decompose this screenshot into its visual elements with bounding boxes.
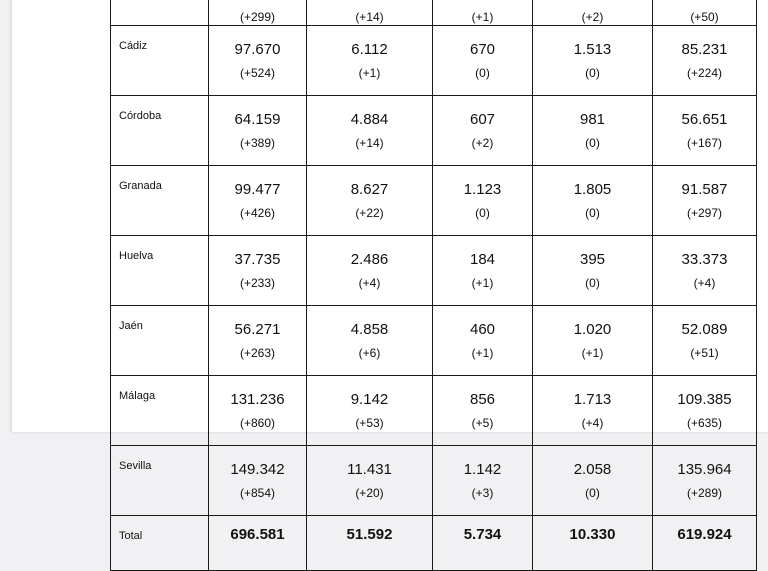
cell-delta: (+20) — [355, 485, 384, 500]
cell-value: 4.884 — [350, 110, 389, 128]
data-cell — [209, 306, 307, 376]
total-row — [111, 516, 757, 571]
data-cell — [307, 306, 433, 376]
province-cell: Jaén — [111, 306, 209, 376]
table-row — [111, 0, 757, 26]
cell-delta: (0) — [585, 485, 600, 500]
cell-value: 1.123 — [463, 180, 502, 198]
cell-delta: (+50) — [690, 10, 719, 24]
province-cell: Sevilla — [111, 446, 209, 516]
cell-value: 395 — [579, 250, 606, 268]
data-cell — [307, 96, 433, 166]
data-cell — [209, 446, 307, 516]
cell-delta: (+5) — [471, 415, 494, 430]
data-cell — [653, 26, 757, 96]
cell-value: 1.142 — [463, 460, 502, 478]
cell-value: 37.735 — [234, 250, 281, 268]
data-cell — [209, 236, 307, 306]
data-cell — [433, 446, 533, 516]
data-cell — [653, 376, 757, 446]
data-cell — [209, 96, 307, 166]
total-value: 51.592 — [346, 526, 393, 543]
data-cell — [653, 0, 757, 26]
cell-value: 1.020 — [573, 320, 612, 338]
cell-delta: (+854) — [239, 485, 276, 500]
cell-value: 91.587 — [681, 180, 728, 198]
data-cell — [307, 26, 433, 96]
data-cell — [307, 446, 433, 516]
cell-delta: (+14) — [355, 10, 384, 24]
cell-value: 9.142 — [350, 390, 389, 408]
cell-delta: (+167) — [686, 135, 723, 150]
cell-delta: (+289) — [686, 485, 723, 500]
cell-delta: (0) — [475, 205, 490, 220]
cell-delta: (0) — [585, 135, 600, 150]
cell-value: 8.627 — [350, 180, 389, 198]
cell-delta: (+1) — [471, 275, 494, 290]
cell-delta: (0) — [585, 65, 600, 80]
data-cell — [209, 376, 307, 446]
table-row — [111, 446, 757, 516]
table-row — [111, 306, 757, 376]
cell-delta: (+2) — [471, 135, 494, 150]
cell-value: 56.651 — [681, 110, 728, 128]
data-cell — [653, 306, 757, 376]
cell-value: 460 — [469, 320, 496, 338]
total-cell — [653, 516, 757, 571]
cell-delta: (+426) — [239, 205, 276, 220]
data-cell — [307, 376, 433, 446]
cell-value: 97.670 — [234, 40, 281, 58]
total-value: 5.734 — [463, 526, 502, 543]
cell-delta: (+1) — [358, 65, 381, 80]
province-cell: Córdoba — [111, 96, 209, 166]
cell-delta: (+860) — [239, 415, 276, 430]
cell-value: 135.964 — [677, 460, 732, 478]
data-cell — [433, 0, 533, 26]
table-row — [111, 376, 757, 446]
total-cell — [533, 516, 653, 571]
data-cell — [533, 236, 653, 306]
total-cell — [433, 516, 533, 571]
cell-delta: (+233) — [239, 275, 276, 290]
cell-delta: (+1) — [471, 345, 494, 360]
cell-value: 52.089 — [681, 320, 728, 338]
cell-delta: (+53) — [355, 415, 384, 430]
cell-delta: (+299) — [239, 10, 276, 24]
cell-delta: (+4) — [581, 415, 604, 430]
cell-value: 149.342 — [230, 460, 285, 478]
data-cell — [433, 96, 533, 166]
cell-delta: (+389) — [239, 135, 276, 150]
covid-stats-table — [110, 0, 757, 571]
cell-value: 4.858 — [350, 320, 389, 338]
cell-value: 2.486 — [350, 250, 389, 268]
data-cell — [209, 0, 307, 26]
province-cell: Huelva — [111, 236, 209, 306]
total-label: Total — [111, 516, 209, 571]
cell-value: 11.431 — [347, 460, 392, 478]
data-cell — [307, 236, 433, 306]
cell-delta: (+6) — [358, 345, 381, 360]
cell-delta: (+4) — [358, 275, 381, 290]
data-cell — [433, 26, 533, 96]
document-page — [12, 0, 768, 543]
cell-value: 1.513 — [573, 40, 612, 58]
total-value: 696.581 — [230, 526, 285, 543]
cell-delta: (+51) — [690, 345, 719, 360]
data-cell — [653, 96, 757, 166]
data-cell — [533, 306, 653, 376]
data-cell — [433, 376, 533, 446]
total-cell — [209, 516, 307, 571]
data-cell — [533, 166, 653, 236]
cell-delta: (+2) — [581, 10, 604, 24]
cell-delta: (+3) — [471, 485, 494, 500]
cell-delta: (+224) — [686, 65, 723, 80]
province-cell — [111, 0, 209, 26]
province-cell: Cádiz — [111, 26, 209, 96]
cell-value: 2.058 — [573, 460, 612, 478]
table-row — [111, 96, 757, 166]
cell-value: 981 — [579, 110, 606, 128]
data-cell — [533, 96, 653, 166]
total-value: 619.924 — [677, 526, 732, 543]
table-row — [111, 236, 757, 306]
table-row — [111, 26, 757, 96]
cell-value: 131.236 — [230, 390, 285, 408]
data-cell — [533, 446, 653, 516]
data-cell — [307, 0, 433, 26]
cell-delta: (0) — [585, 205, 600, 220]
cell-value: 607 — [469, 110, 496, 128]
data-cell — [433, 166, 533, 236]
cell-value: 85.231 — [681, 40, 728, 58]
cell-delta: (0) — [475, 65, 490, 80]
data-cell — [653, 446, 757, 516]
data-cell — [533, 376, 653, 446]
data-cell — [433, 236, 533, 306]
data-cell — [307, 166, 433, 236]
data-cell — [653, 236, 757, 306]
cell-delta: (+635) — [686, 415, 723, 430]
cell-value: 1.805 — [573, 180, 612, 198]
cell-delta: (+4) — [693, 275, 716, 290]
cell-value: 184 — [469, 250, 496, 268]
data-cell — [653, 166, 757, 236]
total-cell — [307, 516, 433, 571]
province-cell: Málaga — [111, 376, 209, 446]
cell-value: 1.713 — [573, 390, 612, 408]
cell-value: 856 — [469, 390, 496, 408]
total-value: 10.330 — [569, 526, 616, 543]
data-cell — [533, 0, 653, 26]
cell-value: 33.373 — [681, 250, 728, 268]
data-cell — [433, 306, 533, 376]
cell-delta: (0) — [585, 275, 600, 290]
table-row — [111, 166, 757, 236]
cell-delta: (+263) — [239, 345, 276, 360]
data-cell — [533, 26, 653, 96]
data-cell — [209, 26, 307, 96]
cell-value: 64.159 — [234, 110, 281, 128]
cell-value: 109.385 — [677, 390, 732, 408]
cell-delta: (+14) — [355, 135, 384, 150]
cell-delta: (+524) — [239, 65, 276, 80]
cell-delta: (+297) — [686, 205, 723, 220]
cell-value: 56.271 — [234, 320, 281, 338]
province-cell: Granada — [111, 166, 209, 236]
cell-value: 6.112 — [351, 40, 388, 58]
cell-value: 670 — [469, 40, 496, 58]
cell-value: 99.477 — [234, 180, 281, 198]
cell-delta: (+22) — [355, 205, 384, 220]
data-cell — [209, 166, 307, 236]
cell-delta: (+1) — [471, 10, 494, 24]
cell-delta: (+1) — [581, 345, 604, 360]
